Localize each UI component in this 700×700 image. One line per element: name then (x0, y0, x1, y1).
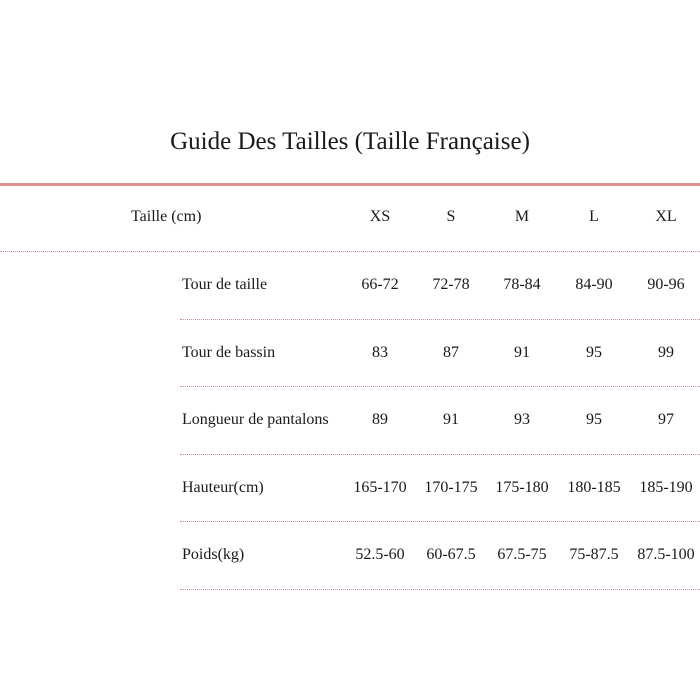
table-cell: 66-72 (361, 276, 399, 293)
row-divider (180, 319, 700, 320)
table-cell: 75-87.5 (569, 546, 619, 563)
header-divider (0, 251, 700, 252)
table-cell: 95 (586, 344, 602, 361)
title-divider (0, 183, 700, 186)
table-cell: 89 (372, 411, 388, 428)
table-cell: 91 (443, 411, 459, 428)
row-label-waist: Tour de taille (182, 276, 268, 293)
table-cell: 93 (514, 411, 530, 428)
row-label-trouser-length: Longueur de pantalons (182, 411, 329, 428)
table-cell: 52.5-60 (355, 546, 405, 563)
table-cell: 78-84 (503, 276, 541, 293)
table-cell: 60-67.5 (426, 546, 476, 563)
table-cell: 83 (372, 344, 388, 361)
table-cell: 185-190 (639, 479, 693, 496)
size-header-m: M (514, 208, 530, 225)
table-cell: 87.5-100 (637, 546, 695, 563)
row-label-hip: Tour de bassin (182, 344, 276, 361)
size-header-xl: XL (655, 208, 677, 225)
table-cell: 91 (514, 344, 530, 361)
table-cell: 67.5-75 (497, 546, 547, 563)
size-header-label: Taille (cm) (131, 208, 202, 225)
size-header-l: L (589, 208, 599, 225)
size-header-s: S (446, 208, 456, 225)
row-divider (180, 454, 700, 455)
row-divider (180, 589, 700, 590)
table-cell: 72-78 (432, 276, 470, 293)
table-cell: 170-175 (424, 479, 478, 496)
size-header-xs: XS (369, 208, 391, 225)
table-cell: 90-96 (647, 276, 685, 293)
table-cell: 99 (658, 344, 674, 361)
row-divider (180, 386, 700, 387)
table-cell: 95 (586, 411, 602, 428)
table-cell: 87 (443, 344, 459, 361)
row-label-height: Hauteur(cm) (182, 479, 264, 496)
table-cell: 165-170 (353, 479, 407, 496)
row-label-weight: Poids(kg) (182, 546, 245, 563)
table-cell: 97 (658, 411, 674, 428)
table-cell: 180-185 (567, 479, 621, 496)
page-title: Guide Des Tailles (Taille Française) (170, 128, 530, 155)
table-cell: 84-90 (575, 276, 613, 293)
row-divider (180, 521, 700, 522)
table-cell: 175-180 (495, 479, 549, 496)
